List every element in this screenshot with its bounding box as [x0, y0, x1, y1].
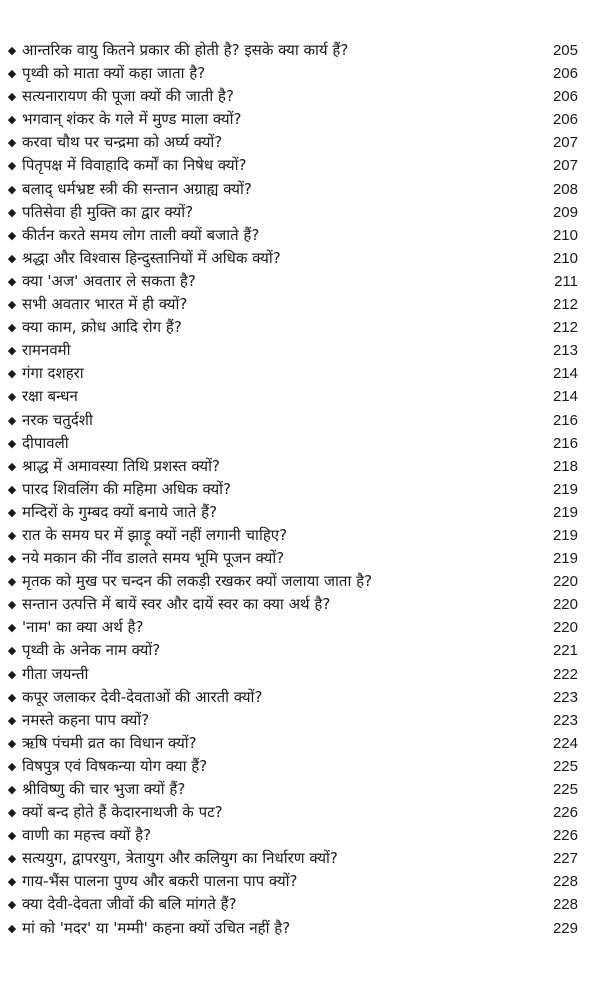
toc-entry [6, 663, 580, 686]
toc-entry-page-number: 214 [552, 365, 578, 383]
toc-entry-page-number: 205 [552, 42, 578, 59]
diamond-bullet-icon: ◆ [7, 367, 17, 381]
toc-entry-page-number: 221 [552, 642, 578, 660]
diamond-bullet-icon: ◆ [7, 713, 17, 727]
toc-entry-page-number: 206 [552, 88, 578, 106]
toc-entry-title: कीर्तन करते समय लोग ताली क्यों बजाते हैं? [22, 225, 260, 244]
toc-entry-title: गीता जयन्ती [22, 664, 89, 683]
toc-entry [6, 917, 580, 940]
toc-entry-title: गाय-भैंस पालना पुण्य और बकरी पालना पाप क्यों? [22, 872, 298, 891]
toc-entry [6, 339, 580, 362]
toc-entry-page-number: 222 [552, 665, 578, 683]
toc-entry [6, 409, 580, 432]
toc-entry-page-number: 219 [552, 480, 578, 498]
diamond-bullet-icon: ◆ [7, 205, 17, 219]
toc-entry-title: नये मकान की नींव डालते समय भूमि पूजन क्यों? [22, 549, 285, 568]
diamond-bullet-icon: ◆ [7, 390, 17, 404]
diamond-bullet-icon: ◆ [7, 575, 17, 589]
diamond-bullet-icon: ◆ [7, 113, 17, 127]
diamond-bullet-icon: ◆ [7, 852, 17, 866]
toc-entry-title: दीपावली [22, 433, 69, 452]
toc-entry-page-number: 206 [552, 111, 578, 129]
toc-entry-page-number: 219 [552, 550, 578, 568]
toc-entry [6, 316, 580, 339]
toc-entry-title: भगवान् शंकर के गले में मुण्ड माला क्यों? [22, 110, 242, 129]
toc-entry-page-number: 220 [552, 596, 578, 614]
toc-entry-title: मन्दिरों के गुम्बद क्यों बनाये जाते हैं? [22, 502, 218, 521]
toc-entry-title: क्या 'अज' अवतार ले सकता है? [22, 271, 196, 290]
diamond-bullet-icon: ◆ [7, 436, 17, 450]
toc-entry [6, 224, 580, 247]
toc-entry-title: नरक चतुर्दशी [22, 410, 93, 429]
toc-entry-page-number: 212 [552, 296, 578, 314]
toc-entry-title: क्यों बन्द होते हैं केदारनाथजी के पट? [22, 803, 223, 822]
toc-entry-title: पितृपक्ष में विवाहादि कर्मों का निषेध क्यों? [22, 156, 247, 175]
toc-entry-title: सन्तान उत्पत्ति में बायें स्वर और दायें स्वर का क्या अर्थ है? [22, 595, 331, 614]
toc-entry [6, 432, 580, 455]
toc-entry-page-number: 226 [552, 804, 578, 822]
toc-entry-title: पृथ्वी के अनेक नाम क्यों? [22, 641, 161, 660]
toc-entry-title: पारद शिवलिंग की महिमा अधिक क्यों? [22, 479, 232, 498]
toc-entry-page-number: 219 [552, 503, 578, 521]
toc-entry [6, 62, 580, 85]
toc-entry-title: विषपुत्र एवं विषकन्या योग क्या हैं? [22, 756, 208, 775]
toc-entry-page-number: 213 [552, 342, 578, 360]
toc-entry-title: मां को 'मदर' या 'मम्मी' कहना क्यों उचित नहीं है? [22, 918, 291, 937]
toc-entry [6, 385, 580, 408]
toc-entry-title: श्रीविष्णु की चार भुजा क्यों हैं? [22, 780, 186, 798]
toc-entry-page-number: 211 [554, 272, 578, 290]
diamond-bullet-icon: ◆ [7, 806, 17, 820]
toc-entry-title: आन्तरिक वायु कितने प्रकार की होती है? इसके क्या कार्य हैं? [22, 41, 349, 59]
toc-entry [6, 478, 580, 501]
toc-entry-title: रक्षा बन्धन [22, 387, 78, 406]
table-of-contents [6, 39, 580, 940]
diamond-bullet-icon: ◆ [7, 459, 17, 473]
toc-entry-title: पतिसेवा ही मुक्ति का द्वार क्यों? [22, 202, 194, 221]
diamond-bullet-icon: ◆ [7, 690, 17, 704]
diamond-bullet-icon: ◆ [7, 667, 17, 681]
toc-entry-title: ऋषि पंचमी व्रत का विधान क्यों? [22, 733, 197, 752]
diamond-bullet-icon: ◆ [7, 251, 17, 265]
toc-entry-page-number: 225 [552, 757, 578, 775]
diamond-bullet-icon: ◆ [7, 528, 17, 542]
toc-entry [6, 39, 580, 62]
toc-entry [6, 85, 580, 108]
toc-entry-title: क्या देवी-देवता जीवों की बलि मांगते हैं? [22, 895, 237, 914]
toc-entry [6, 616, 580, 639]
toc-entry-page-number: 209 [552, 203, 578, 221]
toc-entry [6, 824, 580, 847]
diamond-bullet-icon: ◆ [7, 759, 17, 773]
toc-entry [6, 270, 580, 293]
toc-entry-title: क्या काम, क्रोध आदि रोग हैं? [22, 318, 182, 337]
toc-entry-page-number: 219 [552, 526, 578, 544]
toc-entry-page-number: 206 [552, 65, 578, 83]
toc-entry [6, 201, 580, 224]
diamond-bullet-icon: ◆ [7, 482, 17, 496]
diamond-bullet-icon: ◆ [7, 298, 17, 312]
diamond-bullet-icon: ◆ [7, 875, 17, 889]
toc-entry-title: 'नाम' का क्या अर्थ है? [22, 618, 144, 637]
toc-entry-title: रामनवमी [22, 341, 71, 360]
toc-entry [6, 362, 580, 385]
toc-entry [6, 547, 580, 570]
toc-entry-page-number: 216 [552, 411, 578, 429]
diamond-bullet-icon: ◆ [7, 136, 17, 150]
toc-entry [6, 247, 580, 270]
toc-entry [6, 524, 580, 547]
diamond-bullet-icon: ◆ [7, 736, 17, 750]
diamond-bullet-icon: ◆ [7, 621, 17, 635]
toc-entry-page-number: 229 [552, 919, 578, 937]
toc-entry [6, 893, 580, 916]
diamond-bullet-icon: ◆ [7, 552, 17, 566]
diamond-bullet-icon: ◆ [7, 598, 17, 612]
toc-entry-page-number: 227 [552, 850, 578, 868]
toc-entry [6, 178, 580, 201]
toc-entry-page-number: 228 [552, 896, 578, 914]
toc-entry-title: गंगा दशहरा [22, 364, 84, 383]
toc-entry [6, 501, 580, 524]
toc-entry-page-number: 224 [552, 734, 578, 752]
toc-entry-page-number: 207 [552, 157, 578, 175]
toc-entry-title: करवा चौथ पर चन्द्रमा को अर्घ्य क्यों? [22, 133, 223, 152]
toc-entry [6, 755, 580, 778]
toc-entry-page-number: 226 [552, 827, 578, 845]
toc-entry-title: सत्यनारायण की पूजा क्यों की जाती है? [22, 87, 234, 106]
diamond-bullet-icon: ◆ [7, 90, 17, 104]
toc-entry-page-number: 223 [552, 688, 578, 706]
diamond-bullet-icon: ◆ [7, 898, 17, 912]
diamond-bullet-icon: ◆ [7, 228, 17, 242]
toc-entry-title: बलाद् धर्मभ्रष्ट स्त्री की सन्तान अग्राह्य क्यों? [22, 179, 252, 198]
toc-entry-page-number: 218 [552, 457, 578, 475]
toc-entry-page-number: 207 [552, 134, 578, 152]
diamond-bullet-icon: ◆ [7, 413, 17, 427]
toc-entry [6, 593, 580, 616]
toc-entry-title: रात के समय घर में झाड़ू क्यों नहीं लगानी चाहिए? [22, 525, 288, 544]
toc-entry-page-number: 210 [552, 249, 578, 267]
toc-entry-page-number: 220 [552, 573, 578, 591]
toc-entry-page-number: 214 [552, 388, 578, 406]
toc-entry-title: कपूर जलाकर देवी-देवताओं की आरती क्यों? [22, 687, 263, 706]
toc-entry-title: श्राद्ध में अमावस्या तिथि प्रशस्त क्यों? [22, 456, 220, 475]
toc-entry-page-number: 223 [552, 711, 578, 729]
diamond-bullet-icon: ◆ [7, 44, 17, 57]
toc-entry [6, 778, 580, 801]
diamond-bullet-icon: ◆ [7, 274, 17, 288]
toc-entry [6, 455, 580, 478]
diamond-bullet-icon: ◆ [7, 644, 17, 658]
toc-entry-title: पृथ्वी को माता क्यों कहा जाता है? [22, 64, 206, 83]
toc-entry [6, 639, 580, 662]
toc-entry-page-number: 228 [552, 873, 578, 891]
diamond-bullet-icon: ◆ [7, 159, 17, 173]
toc-entry-page-number: 212 [552, 319, 578, 337]
toc-entry [6, 570, 580, 593]
toc-entry [6, 847, 580, 870]
diamond-bullet-icon: ◆ [7, 921, 17, 935]
toc-entry-title: नमस्ते कहना पाप क्यों? [22, 710, 150, 729]
toc-entry [6, 131, 580, 154]
diamond-bullet-icon: ◆ [7, 783, 17, 796]
toc-entry-title: वाणी का महत्त्व क्यों है? [22, 826, 152, 845]
diamond-bullet-icon: ◆ [7, 321, 17, 335]
toc-entry [6, 870, 580, 893]
toc-entry-title: सत्ययुग, द्वापरयुग, त्रेतायुग और कलियुग का निर्धारण क्यों? [22, 849, 338, 868]
toc-entry [6, 801, 580, 824]
toc-entry [6, 732, 580, 755]
toc-entry [6, 108, 580, 131]
toc-entry [6, 686, 580, 709]
toc-entry-page-number: 216 [552, 434, 578, 452]
toc-entry-title: श्रद्धा और विश्वास हिन्दुस्तानियों में अधिक क्यों? [22, 248, 281, 267]
diamond-bullet-icon: ◆ [7, 344, 17, 358]
toc-entry [6, 709, 580, 732]
diamond-bullet-icon: ◆ [7, 182, 17, 196]
toc-entry [6, 293, 580, 316]
toc-entry-title: सभी अवतार भारत में ही क्यों? [22, 295, 188, 314]
diamond-bullet-icon: ◆ [7, 505, 17, 519]
toc-entry [6, 154, 580, 177]
toc-entry-page-number: 220 [552, 619, 578, 637]
diamond-bullet-icon: ◆ [7, 829, 17, 843]
toc-entry-page-number: 208 [552, 180, 578, 198]
toc-entry-title: मृतक को मुख पर चन्दन की लकड़ी रखकर क्यों जलाया जाता है? [22, 572, 373, 591]
toc-entry-page-number: 225 [552, 781, 578, 798]
diamond-bullet-icon: ◆ [7, 67, 17, 81]
toc-entry-page-number: 210 [552, 226, 578, 244]
